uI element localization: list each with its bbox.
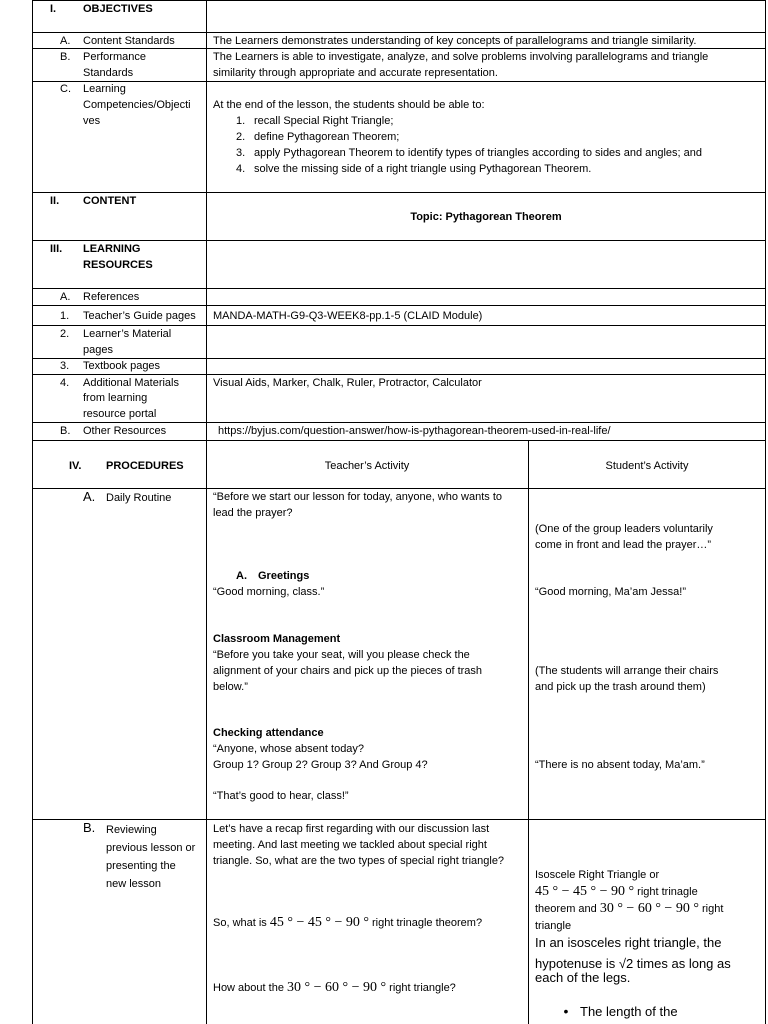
rule [528,440,529,1024]
student-line: (One of the group leaders voluntarily [535,523,713,535]
row-label: Standards [83,67,134,79]
step-label: Reviewing [106,824,157,836]
row-label: Learning [83,83,126,95]
teacher-line: Group 1? Group 2? Group 3? And Group 4? [213,759,428,771]
row-number: 2. [60,328,70,340]
row-value: Visual Aids, Marker, Chalk, Ruler, Protractor, Calculator [213,377,482,389]
row-label: Additional Materials [83,377,179,389]
row-number: 3. [60,360,70,372]
math-expression: 30 ° − 60 ° − 90 ° [287,980,387,995]
step-label: previous lesson or [106,842,196,854]
student-line: Isoscele Right Triangle or [535,869,660,881]
teacher-line: Let’s have a recap first regarding with our discussion last [213,823,490,835]
column-header-teacher: Teacher’s Activity [324,460,410,472]
row-label: resource portal [83,408,157,420]
teacher-line: below.” [213,681,248,693]
teacher-question: How about the 30 ° − 60 ° − 90 ° right triangle? [213,980,456,995]
row-label: Teacher’s Guide pages [83,310,196,322]
row-value: MANDA-MATH-G9-Q3-WEEK8-pp.1-5 (CLAID Module) [213,310,483,322]
section-heading: LEARNING [83,243,141,255]
row-letter: A. [60,35,71,47]
section-heading: OBJECTIVES [83,3,153,15]
column-header-student: Student’s Activity [605,460,689,472]
subheading-letter: A. [236,570,247,582]
row-label: Content Standards [83,35,175,47]
rule [32,192,766,193]
student-line: 45 ° − 45 ° − 90 ° right trinagle [535,884,698,899]
row-letter: A. [60,291,71,303]
teacher-line: alignment of your chairs and pick up the pieces of trash [213,665,483,677]
teacher-line: lead the prayer? [213,507,293,519]
row-label: pages [83,344,113,356]
row-label: Competencies/Objecti [83,99,191,111]
student-line: hypotenuse is √2 times as long as [535,956,731,971]
subheading: Classroom Management [213,633,341,645]
rule [32,288,766,289]
objectives-list [236,113,702,177]
student-line: come in front and lead the prayer…” [535,539,712,551]
rule [765,0,766,1024]
rule [32,0,33,1024]
rule [32,819,766,820]
student-line: each of the legs. [535,970,631,985]
row-label: References [83,291,140,303]
list-item: • The length of the [552,1001,678,1022]
rule [206,0,207,1024]
row-number: 4. [60,377,70,389]
row-letter: C. [60,83,71,95]
row-label: from learning [83,392,148,404]
teacher-line: “That’s good to hear, class!” [213,790,349,802]
list-item: 1. recall Special Right Triangle; [236,115,394,127]
step-letter: A. [83,489,96,504]
teacher-line: “Good morning, class.” [213,586,325,598]
row-label: Learner’s Material [83,328,172,340]
row-letter: B. [60,425,71,437]
student-line: triangle [535,920,572,932]
row-label: Other Resources [83,425,167,437]
rule [32,240,766,241]
teacher-question: So, what is 45 ° − 45 ° − 90 ° right trinagle theorem? [213,915,483,930]
row-label: Textbook pages [83,360,161,372]
section-number: I. [50,3,57,15]
section-heading: RESOURCES [83,259,153,271]
student-line: (The students will arrange their chairs [535,665,719,677]
row-value: similarity through appropriate and accurate representation. [213,67,498,79]
teacher-line: triangle. So, what are the two types of special right triangle? [213,855,505,867]
rule [32,305,766,306]
section-number: III. [50,243,63,255]
rule [32,440,766,441]
student-line: theorem and 30 ° − 60 ° − 90 ° right [535,901,724,916]
student-line: In an isosceles right triangle, the [535,935,722,950]
list-item: 3. apply Pythagorean Theorem to identify types of triangles according to sides and angles; and [236,147,703,159]
student-line: and pick up the trash around them) [535,681,706,693]
step-label: Daily Routine [106,492,172,504]
step-letter: B. [83,820,96,835]
row-value: The Learners demonstrates understanding of key concepts of parallelograms and triangle similarity. [213,35,697,47]
lesson-topic: Topic: Pythagorean Theorem [410,211,562,223]
step-label: presenting the [106,860,176,872]
subheading: Checking attendance [213,727,324,739]
step-label: new lesson [106,878,162,890]
row-letter: B. [60,51,71,63]
list-item: 4. solve the missing side of a right triangle using Pythagorean Theorem. [236,163,592,175]
teacher-line: “Before you take your seat, will you please check the [213,649,470,661]
subheading: Greetings [258,570,310,582]
math-expression: 45 ° − 45 ° − 90 ° [269,915,369,930]
section-number: II. [50,195,60,207]
row-number: 1. [60,310,70,322]
row-value: The Learners is able to investigate, analyze, and solve problems involving parallelograms and triangle [213,51,709,63]
row-label: Performance [83,51,146,63]
rule [32,81,766,82]
teacher-line: meeting. And last meeting we tackled about special right [213,839,487,851]
resource-link: https://byjus.com/question-answer/how-is-pythagorean-theorem-used-in-real-life/ [218,425,611,437]
section-heading: CONTENT [83,195,137,207]
teacher-line: “Before we start our lesson for today, anyone, who wants to [213,491,503,503]
section-heading: PROCEDURES [106,460,184,472]
math-expression: 45 ° − 45 ° − 90 ° [535,884,635,899]
student-line: “There is no absent today, Ma’am.” [535,759,705,771]
lesson-plan-table [32,0,766,1024]
teacher-line: “Anyone, whose absent today? [213,743,365,755]
student-line: “Good morning, Ma’am Jessa!” [535,586,686,598]
math-expression: 30 ° − 60 ° − 90 ° [599,901,699,916]
objectives-intro: At the end of the lesson, the students should be able to: [213,99,485,111]
section-number: IV. [69,460,82,472]
row-label: ves [83,115,101,127]
list-item: 2. define Pythagorean Theorem; [236,131,400,143]
